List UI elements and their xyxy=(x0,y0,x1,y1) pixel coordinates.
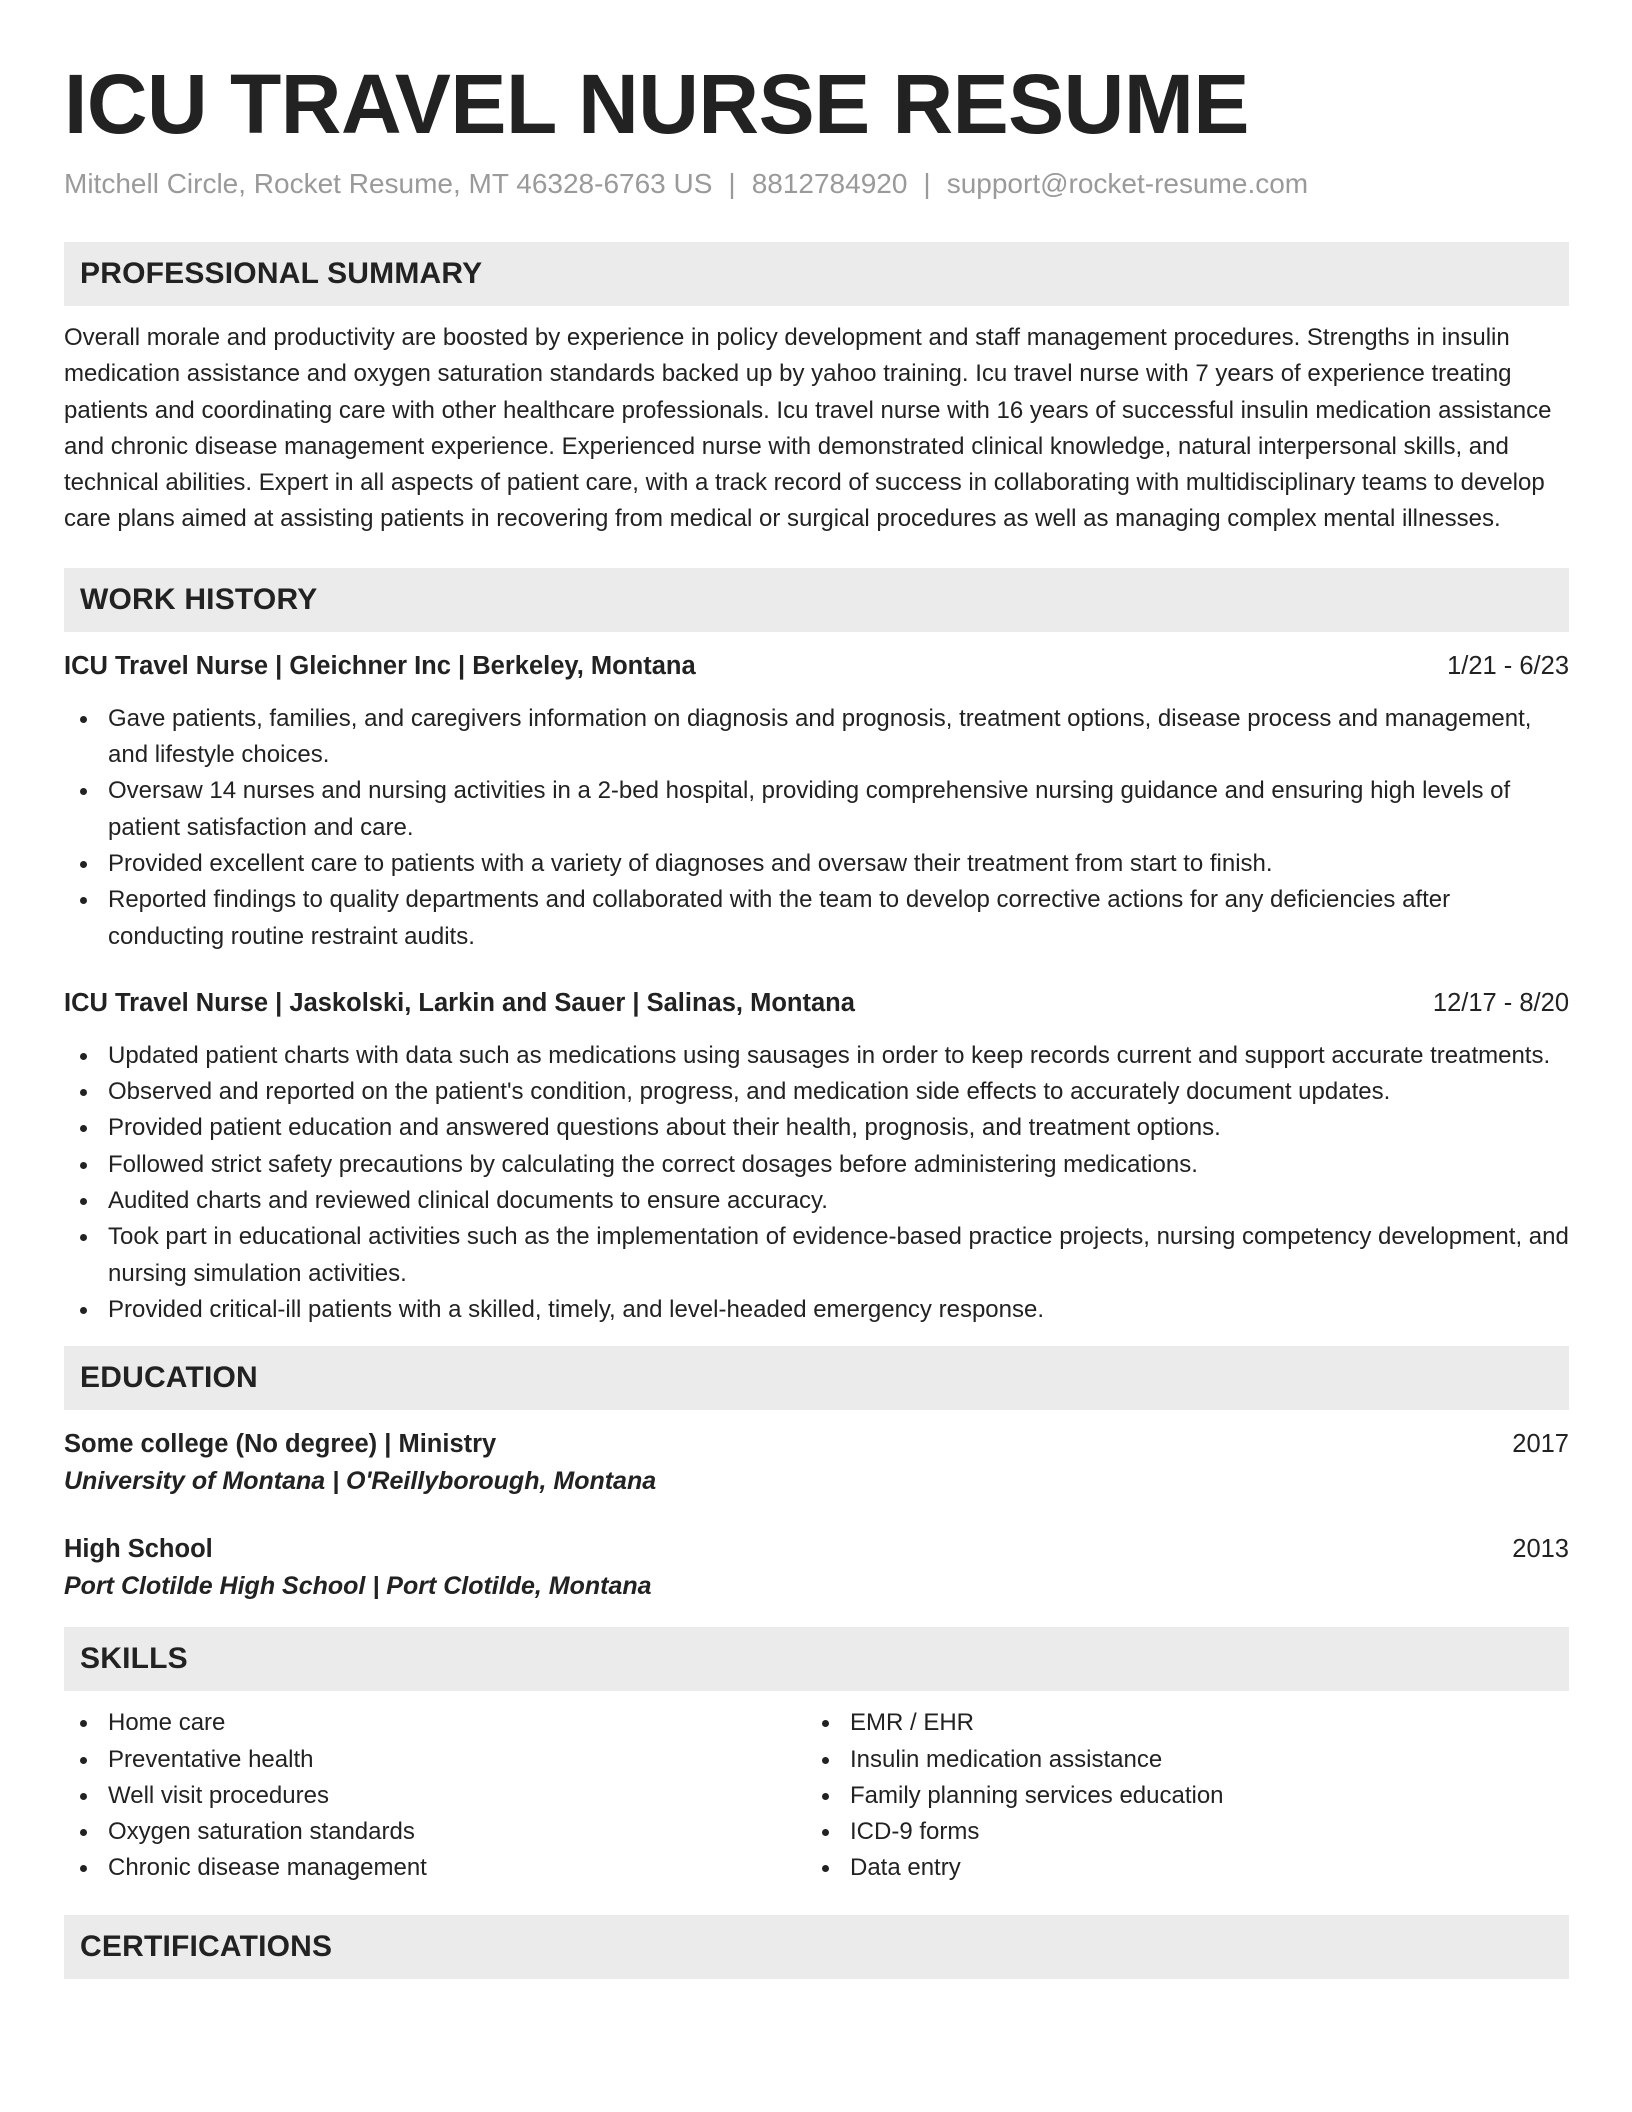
job-bullets xyxy=(64,701,1569,955)
resume-title: ICU TRAVEL NURSE RESUME xyxy=(64,57,1249,151)
skill-item: Family planning services education xyxy=(806,1778,1548,1814)
contact-separator: | xyxy=(923,168,931,199)
job-bullet: Updated patient charts with data such as medications using sausages in order to keep records current and support accurate treatments. xyxy=(64,1038,1569,1074)
section-header-certifications: CERTIFICATIONS xyxy=(64,1915,1569,1979)
education-school: Port Clotilde High School | Port Clotilde, Montana xyxy=(64,1572,652,1601)
skill-item: Chronic disease management xyxy=(64,1850,806,1886)
summary-text: Overall morale and productivity are boosted by experience in policy development and staff management procedures. Strengths in insulin medication assistance and oxygen saturation standards backed up by yahoo training. Icu travel nurse with 7 years of experience treating patients and coordinating care with other healthcare professionals. Icu travel nurse with 16 years of successful insulin medication assistance and chronic disease management experience. Experienced nurse with demonstrated clinical knowledge, natural interpersonal skills, and technical abilities. Expert in all aspects of patient care, with a track record of success in collaborating with multidisciplinary teams to develop care plans aimed at assisting patients in recovering from medical or surgical procedures as well as managing complex mental illnesses. xyxy=(64,324,1552,533)
job-bullet: Followed strict safety precautions by calculating the correct dosages before administering medications. xyxy=(64,1147,1569,1183)
job-header xyxy=(64,648,1569,684)
contact-phone: 8812784920 xyxy=(751,168,908,199)
skills-grid xyxy=(64,1705,1569,1886)
education-date: 2013 xyxy=(1512,1535,1569,1564)
job-title: ICU Travel Nurse | Jaskolski, Larkin and Sauer | Salinas, Montana xyxy=(64,988,855,1017)
job-bullet: Provided patient education and answered questions about their health, prognosis, and treatment options. xyxy=(64,1110,1569,1146)
job-bullet: Took part in educational activities such as the implementation of evidence-based practice projects, nursing competency development, and nursing simulation activities. xyxy=(64,1219,1569,1292)
section-header-education: EDUCATION xyxy=(64,1346,1569,1410)
skill-item: Data entry xyxy=(806,1850,1548,1886)
contact-email: support@rocket-resume.com xyxy=(946,168,1309,199)
skills-column-right xyxy=(806,1705,1548,1886)
job-header xyxy=(64,985,1569,1021)
education-entry xyxy=(64,1426,1569,1500)
skill-item: EMR / EHR xyxy=(806,1705,1548,1741)
education-date: 2017 xyxy=(1512,1430,1569,1459)
job-title: ICU Travel Nurse | Gleichner Inc | Berkeley, Montana xyxy=(64,651,696,680)
job-bullet: Oversaw 14 nurses and nursing activities in a 2-bed hospital, providing comprehensive nursing guidance and ensuring high levels of patient satisfaction and care. xyxy=(64,773,1569,846)
job-bullet: Reported findings to quality departments and collaborated with the team to develop corrective actions for any deficiencies after conducting routine restraint audits. xyxy=(64,882,1569,955)
job-dates: 12/17 - 8/20 xyxy=(1432,988,1569,1017)
job-dates: 1/21 - 6/23 xyxy=(1447,651,1569,680)
education-entry xyxy=(64,1531,1569,1605)
job-entry xyxy=(64,985,1569,1328)
job-entry xyxy=(64,648,1569,955)
skill-item: ICD-9 forms xyxy=(806,1814,1548,1850)
job-bullet: Audited charts and reviewed clinical documents to ensure accuracy. xyxy=(64,1183,1569,1219)
job-bullet: Provided critical-ill patients with a skilled, timely, and level-headed emergency response. xyxy=(64,1292,1569,1328)
education-degree: Some college (No degree) | Ministry xyxy=(64,1430,497,1459)
skills-column-left xyxy=(64,1705,806,1886)
job-bullets xyxy=(64,1038,1569,1328)
skill-item: Home care xyxy=(64,1705,806,1741)
contact-separator: | xyxy=(728,168,736,199)
section-header-work-history: WORK HISTORY xyxy=(64,568,1569,632)
skills-list xyxy=(64,1705,806,1886)
education-school: University of Montana | O'Reillyborough, Montana xyxy=(64,1467,657,1496)
skills-list xyxy=(806,1705,1548,1886)
section-header-skills: SKILLS xyxy=(64,1627,1569,1691)
skill-item: Insulin medication assistance xyxy=(806,1742,1548,1778)
contact-line xyxy=(64,164,1569,204)
job-bullet: Gave patients, families, and caregivers information on diagnosis and prognosis, treatment options, disease process and management, and lifestyle choices. xyxy=(64,701,1569,774)
education-header xyxy=(64,1426,1569,1462)
job-bullet: Observed and reported on the patient's condition, progress, and medication side effects to accurately document updates. xyxy=(64,1074,1569,1110)
section-header-summary: PROFESSIONAL SUMMARY xyxy=(64,242,1569,306)
skill-item: Oxygen saturation standards xyxy=(64,1814,806,1850)
skill-item: Well visit procedures xyxy=(64,1778,806,1814)
skill-item: Preventative health xyxy=(64,1742,806,1778)
contact-address: Mitchell Circle, Rocket Resume, MT 46328-6763 US xyxy=(64,168,713,199)
education-header xyxy=(64,1531,1569,1567)
education-degree: High School xyxy=(64,1535,213,1564)
job-bullet: Provided excellent care to patients with a variety of diagnoses and oversaw their treatment from start to finish. xyxy=(64,846,1569,882)
